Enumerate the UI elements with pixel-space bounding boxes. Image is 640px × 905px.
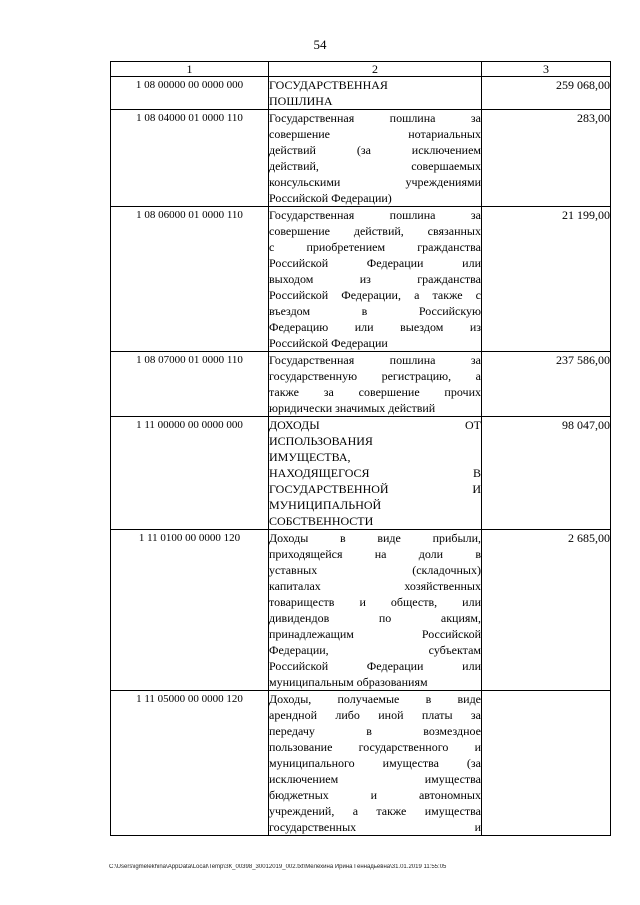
revenue-name-line: ГОСУДАРСТВЕННАЯ	[269, 78, 388, 92]
table-row	[111, 691, 611, 836]
revenue-name-cell	[269, 352, 482, 417]
revenue-name-cell	[269, 77, 482, 110]
revenue-name-line: учреждений, а также имущества	[269, 804, 481, 818]
revenue-name-line: Российской Федерации или	[269, 256, 481, 270]
revenue-name-line: государственную регистрацию, а	[269, 369, 481, 383]
budget-code-cell: 1 11 00000 00 0000 000	[111, 417, 269, 530]
revenue-name-line: Государственная пошлина за	[269, 353, 481, 367]
revenue-name-line: Российской Федерации)	[269, 191, 392, 205]
revenue-name-line: ИМУЩЕСТВА,	[269, 450, 351, 464]
table-row	[111, 110, 611, 207]
revenue-name-line: дивидендов по акциям,	[269, 611, 481, 625]
revenue-name-line: товариществ и обществ, или	[269, 595, 481, 609]
revenue-name-line: МУНИЦИПАЛЬНОЙ	[269, 498, 382, 512]
column-header-amount: 3	[482, 62, 611, 77]
budget-code-cell: 1 08 06000 01 0000 110	[111, 207, 269, 352]
revenue-name-line: Федерацию или выездом из	[269, 320, 481, 334]
revenue-name-line: муниципального имущества (за	[269, 756, 481, 770]
revenue-name-line: НАХОДЯЩЕГОСЯ В	[269, 466, 481, 480]
revenue-name-cell	[269, 530, 482, 691]
table-row	[111, 352, 611, 417]
amount-cell	[482, 691, 611, 836]
budget-code-cell: 1 11 05000 00 0000 120	[111, 691, 269, 836]
page-number: 54	[313, 37, 327, 52]
revenue-name-line: пользование государственного и	[269, 740, 481, 754]
table-row	[111, 207, 611, 352]
amount-cell: 259 068,00	[482, 77, 611, 110]
revenue-name-line: арендной либо иной платы за	[269, 708, 481, 722]
revenue-name-line: совершение нотариальных	[269, 127, 481, 141]
revenue-name-line: СОБСТВЕННОСТИ	[269, 514, 374, 528]
revenue-name-line: Российской Федерации	[269, 336, 388, 350]
revenue-name-line: муниципальным образованиям	[269, 675, 428, 689]
revenue-name-cell	[269, 207, 482, 352]
revenue-name-line: уставных (складочных)	[269, 563, 481, 577]
revenue-name-line: с приобретением гражданства	[269, 240, 481, 254]
revenue-name-line: ДОХОДЫ ОТ	[269, 418, 481, 432]
revenue-name-line: Российской Федерации или	[269, 659, 481, 673]
table-header-row	[111, 62, 611, 77]
table-row	[111, 417, 611, 530]
budget-code-cell: 1 08 07000 01 0000 110	[111, 352, 269, 417]
table-body	[111, 77, 611, 836]
revenue-name-line: бюджетных и автономных	[269, 788, 481, 802]
revenue-name-line: действий (за исключением	[269, 143, 481, 157]
amount-cell: 283,00	[482, 110, 611, 207]
revenue-name-line: выходом из гражданства	[269, 272, 481, 286]
table-row	[111, 77, 611, 110]
amount-cell: 237 586,00	[482, 352, 611, 417]
revenue-name-line: действий, совершаемых	[269, 159, 481, 173]
amount-cell: 98 047,00	[482, 417, 611, 530]
revenue-name-line: Государственная пошлина за	[269, 111, 481, 125]
amount-cell: 21 199,00	[482, 207, 611, 352]
revenue-name-line: Доходы в виде прибыли,	[269, 531, 481, 545]
revenue-name-cell	[269, 417, 482, 530]
budget-code-cell: 1 08 00000 00 0000 000	[111, 77, 269, 110]
revenue-name-line: совершение действий, связанных	[269, 224, 481, 238]
revenue-name-line: Доходы, получаемые в виде	[269, 692, 481, 706]
revenue-name-line: Российской Федерации, а также с	[269, 288, 481, 302]
revenue-name-line: въездом в Российскую	[269, 304, 481, 318]
revenue-name-line: консульскими учреждениями	[269, 175, 481, 189]
revenue-name-line: государственных и	[269, 820, 481, 834]
column-header-code: 1	[111, 62, 269, 77]
revenue-name-cell	[269, 691, 482, 836]
file-path-footer: C:\Users\igmelekhina\AppData\Local\Temp\ЗК_00398_30012019_002.txt\Мелехина Ирина Геннадьевна\31.01.2019 11:55:05	[109, 864, 447, 870]
revenue-name-line: приходящейся на доли в	[269, 547, 481, 561]
budget-code-cell: 1 08 04000 01 0000 110	[111, 110, 269, 207]
revenue-name-line: ИСПОЛЬЗОВАНИЯ	[269, 434, 373, 448]
revenue-name-line: принадлежащим Российской	[269, 627, 481, 641]
budget-code-cell: 1 11 0100 00 0000 120	[111, 530, 269, 691]
revenue-name-line: Федерации, субъектам	[269, 643, 481, 657]
revenue-name-cell	[269, 110, 482, 207]
revenue-name-line: также за совершение прочих	[269, 385, 481, 399]
table-row	[111, 530, 611, 691]
revenue-name-line: ПОШЛИНА	[269, 94, 333, 108]
revenue-name-line: ГОСУДАРСТВЕННОЙ И	[269, 482, 481, 496]
revenue-name-line: юридически значимых действий	[269, 401, 436, 415]
amount-cell: 2 685,00	[482, 530, 611, 691]
revenue-name-line: передачу в возмездное	[269, 724, 481, 738]
revenue-table	[110, 61, 611, 836]
revenue-name-line: исключением имущества	[269, 772, 481, 786]
revenue-name-line: капиталах хозяйственных	[269, 579, 481, 593]
column-header-name: 2	[269, 62, 482, 77]
revenue-name-line: Государственная пошлина за	[269, 208, 481, 222]
